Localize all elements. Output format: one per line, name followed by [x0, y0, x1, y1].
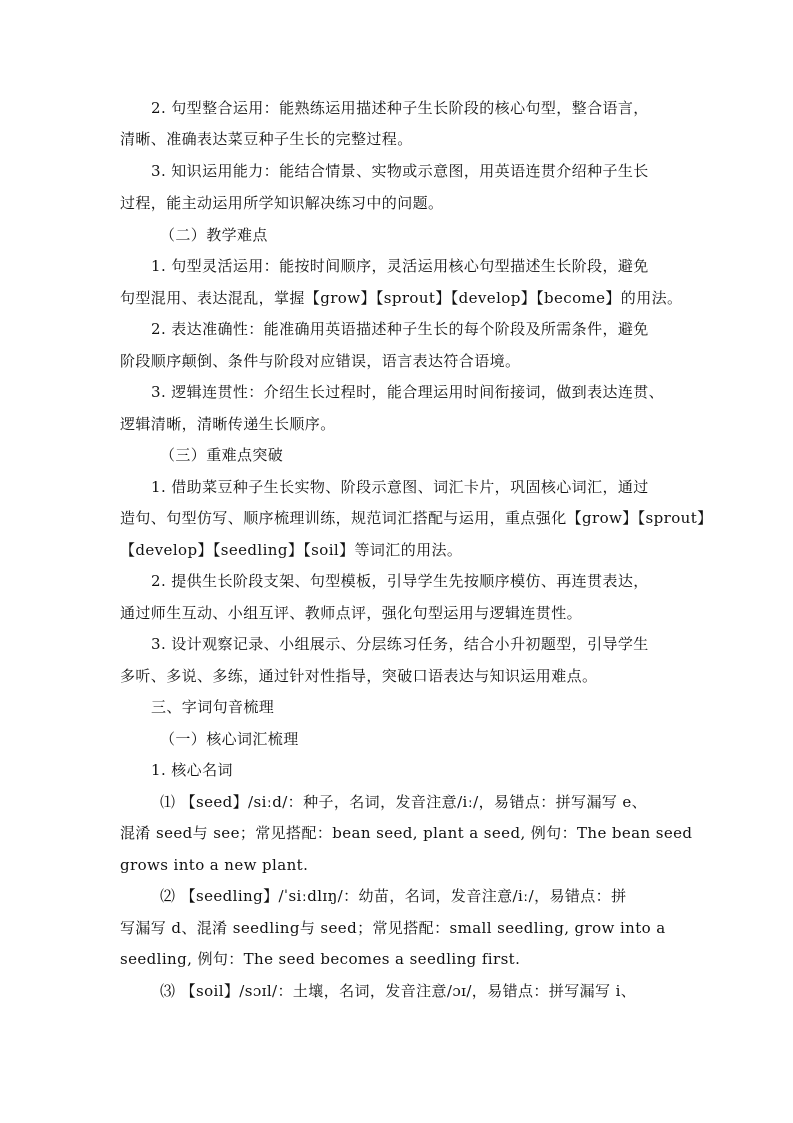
paragraph-line: 2. 提供生长阶段支架、句型模板，引导学生先按顺序模仿、再连贯表达， [151, 572, 649, 590]
paragraph-line: 通过师生互动、小组互评、教师点评，强化句型运用与逻辑连贯性。 [120, 604, 583, 622]
paragraph-line: 阶段顺序颠倒、条件与阶段对应错误，语言表达符合语境。 [120, 352, 521, 370]
paragraph-line: 清晰、准确表达菜豆种子生长的完整过程。 [120, 130, 413, 148]
section-heading: 1. 核心名词 [151, 761, 233, 779]
section-heading: （二）教学难点 [160, 226, 268, 244]
paragraph-line: 2. 句型整合运用：能熟练运用描述种子生长阶段的核心句型，整合语言， [151, 99, 649, 117]
paragraph-line: 3. 知识运用能力：能结合情景、实物或示意图，用英语连贯介绍种子生长 [151, 162, 649, 180]
paragraph-line: 1. 句型灵活运用：能按时间顺序，灵活运用核心句型描述生长阶段，避免 [151, 257, 649, 275]
paragraph-line: grows into a new plant. [120, 856, 309, 874]
paragraph-line: seedling, 例句：The seed becomes a seedling first. [120, 950, 521, 968]
paragraph-line: 逻辑清晰，清晰传递生长顺序。 [120, 415, 336, 433]
section-heading: （三）重难点突破 [160, 446, 284, 464]
section-heading: 三、字词句音梳理 [151, 698, 275, 716]
paragraph-line: ⑴ 【seed】/siːd/：种子，名词，发音注意/iː/，易错点：拼写漏写 e、 [160, 793, 648, 811]
paragraph-line: 造句、句型仿写、顺序梳理训练，规范词汇搭配与运用，重点强化【grow】【sprout】 [120, 509, 713, 527]
paragraph-line: 【develop】【seedling】【soil】等词汇的用法。 [120, 541, 463, 559]
paragraph-line: 3. 逻辑连贯性：介绍生长过程时，能合理运用时间衔接词，做到表达连贯、 [151, 383, 665, 401]
section-heading: （一）核心词汇梳理 [160, 730, 299, 748]
paragraph-line: ⑵ 【seedling】/ˈsiːdlɪŋ/：幼苗，名词，发音注意/iː/，易错点：拼 [160, 887, 627, 905]
paragraph-line: 3. 设计观察记录、小组展示、分层练习任务，结合小升初题型，引导学生 [151, 635, 649, 653]
paragraph-line: ⑶ 【soil】/sɔɪl/：土壤，名词，发音注意/ɔɪ/，易错点：拼写漏写 i、 [160, 982, 637, 1000]
paragraph-line: 1. 借助菜豆种子生长实物、阶段示意图、词汇卡片，巩固核心词汇，通过 [151, 478, 649, 496]
paragraph-line: 句型混用、表达混乱，掌握【grow】【sprout】【develop】【become】的用法。 [120, 289, 683, 307]
paragraph-line: 多听、多说、多练，通过针对性指导，突破口语表达与知识运用难点。 [120, 667, 598, 685]
paragraph-line: 2. 表达准确性：能准确用英语描述种子生长的每个阶段及所需条件，避免 [151, 320, 649, 338]
paragraph-line: 混淆 seed与 see；常见搭配：bean seed, plant a seed, 例句：The bean seed [120, 824, 693, 842]
paragraph-line: 过程，能主动运用所学知识解决练习中的问题。 [120, 194, 444, 212]
paragraph-line: 写漏写 d、混淆 seedling与 seed；常见搭配：small seedling, grow into a [120, 919, 666, 937]
